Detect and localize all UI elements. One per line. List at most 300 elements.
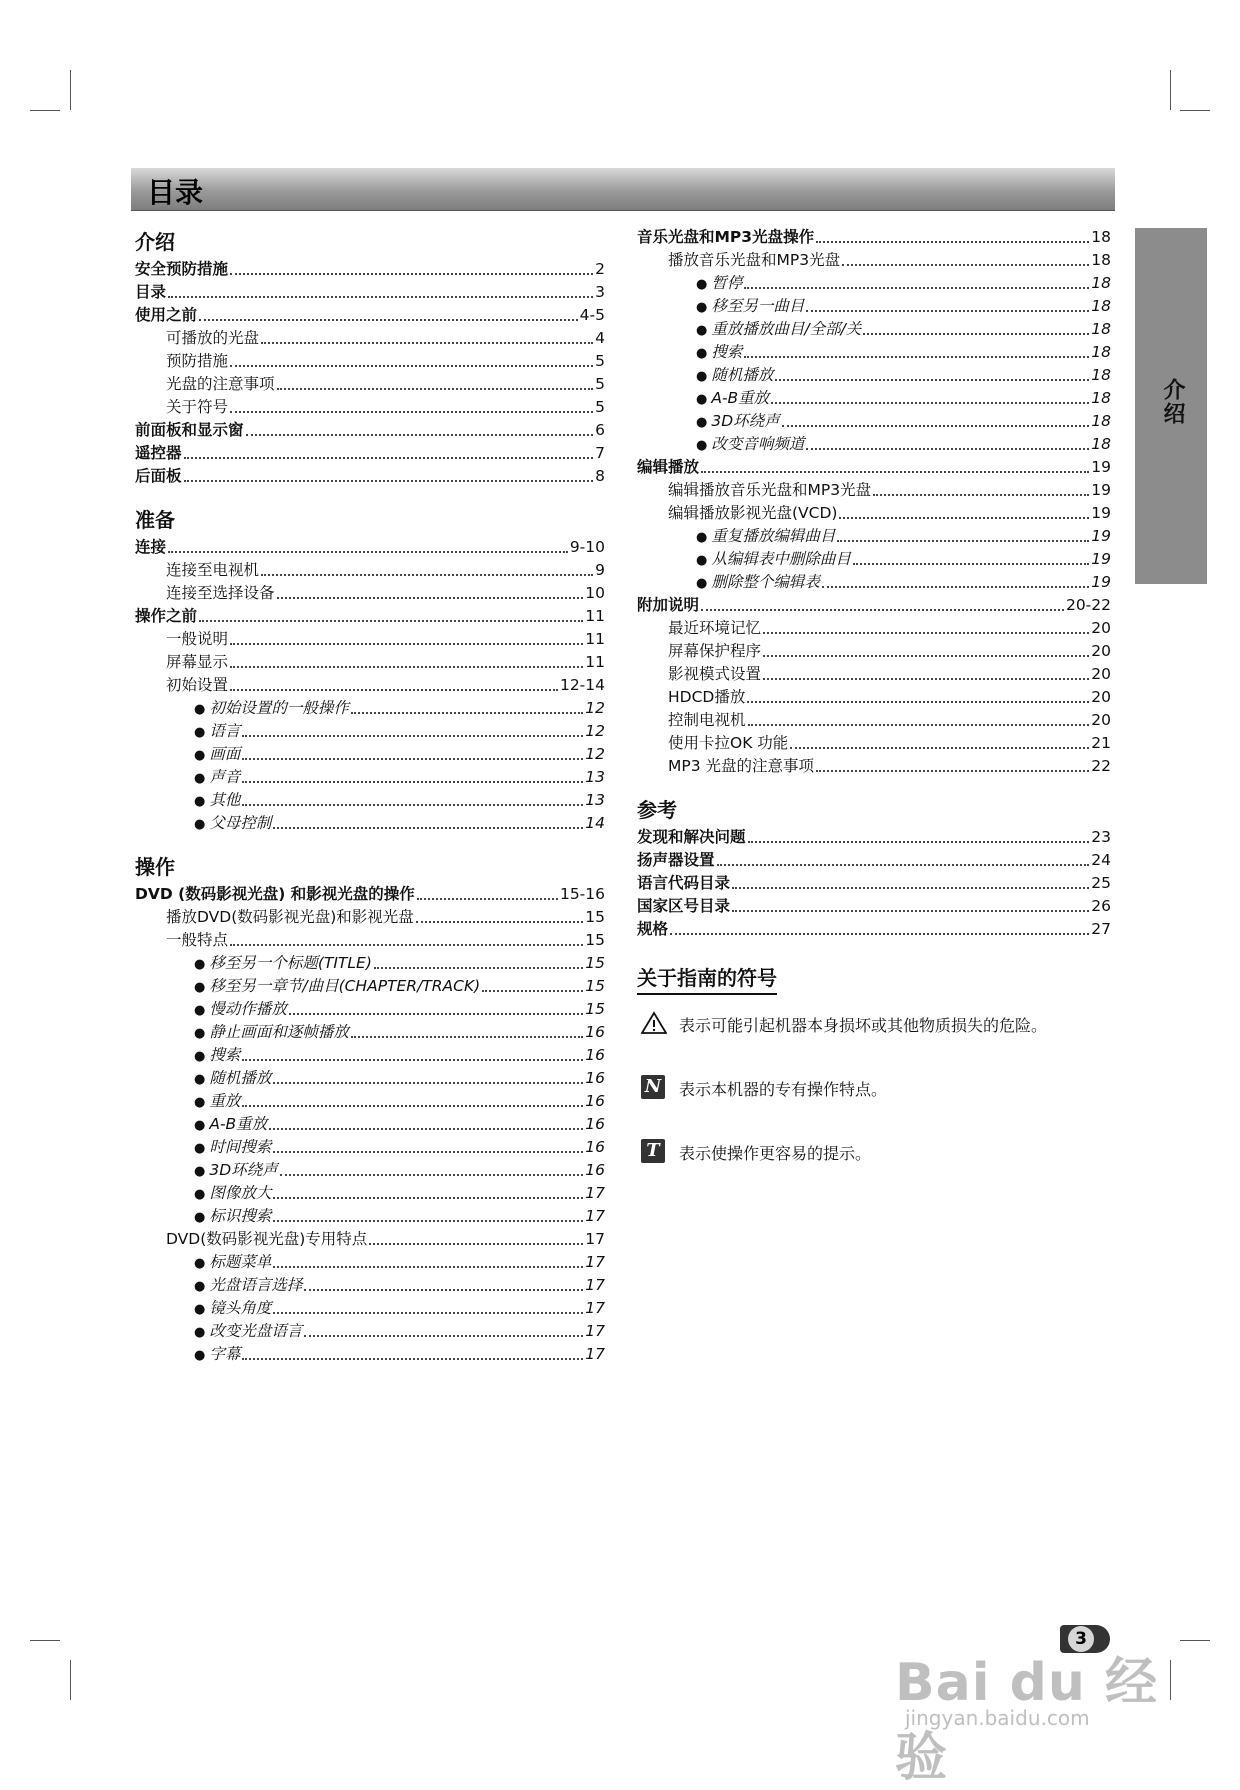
- dot-leader: [822, 586, 1089, 588]
- toc-entry-page: 17: [585, 1299, 605, 1317]
- crop-mark: [1180, 1640, 1210, 1641]
- toc-entry-page: 4: [595, 329, 605, 347]
- bullet-icon: ●: [696, 300, 708, 315]
- toc-entry-label: 屏幕显示: [166, 653, 229, 671]
- title-bar: [131, 168, 1115, 211]
- dot-leader: [230, 411, 593, 413]
- toc-entry-page: 16: [585, 1138, 605, 1156]
- crop-mark: [30, 1640, 60, 1641]
- toc-entry-page: 18: [1091, 228, 1111, 246]
- crop-mark: [70, 70, 71, 110]
- toc-entry-page: 17: [585, 1345, 605, 1363]
- toc-entry-label: 光盘的注意事项: [166, 375, 275, 393]
- toc-entry-page: 7: [595, 444, 605, 462]
- toc-entry-label: 操作之前: [135, 607, 198, 625]
- toc-entry[interactable]: [135, 536, 605, 559]
- bullet-icon: ●: [194, 1302, 206, 1317]
- toc-entry-page: 25: [1091, 874, 1111, 892]
- toc-entry-page: 13: [585, 791, 605, 809]
- dot-leader: [273, 1266, 583, 1268]
- toc-entry[interactable]: [637, 341, 1111, 364]
- toc-entry-page: 18: [1091, 251, 1111, 269]
- dot-leader: [168, 551, 568, 553]
- toc-entry-label: 静止画面和逐帧播放: [209, 1023, 349, 1041]
- toc-entry[interactable]: [135, 674, 605, 697]
- toc-entry-page: 26: [1091, 897, 1111, 915]
- dot-leader: [273, 1151, 583, 1153]
- dot-leader: [168, 296, 593, 298]
- toc-entry-page: 21: [1091, 734, 1111, 752]
- toc-entry[interactable]: [637, 318, 1111, 341]
- dot-leader: [374, 967, 583, 969]
- bullet-icon: ●: [194, 957, 206, 972]
- toc-entry-label: 使用卡拉OK 功能: [668, 734, 789, 752]
- toc-entry-label: 语言代码目录: [637, 874, 731, 892]
- toc-entry[interactable]: [135, 1274, 605, 1297]
- toc-entry-page: 24: [1091, 851, 1111, 869]
- section-heading: 介绍: [135, 230, 175, 254]
- toc-entry-page: 20: [1091, 642, 1111, 660]
- toc-entry[interactable]: [135, 281, 605, 304]
- toc-entry[interactable]: [135, 1205, 605, 1228]
- toc-entry[interactable]: [135, 651, 605, 674]
- dot-leader: [277, 388, 594, 390]
- dot-leader: [806, 448, 1089, 450]
- dot-leader: [242, 804, 583, 806]
- dot-leader: [351, 1036, 583, 1038]
- toc-entry[interactable]: [135, 766, 605, 789]
- toc-entry-label: 搜索: [711, 343, 743, 361]
- toc-entry-page: 15: [585, 1000, 605, 1018]
- toc-entry[interactable]: [135, 929, 605, 952]
- toc-entry[interactable]: [135, 720, 605, 743]
- dot-leader: [230, 643, 583, 645]
- toc-entry[interactable]: [135, 1297, 605, 1320]
- toc-entry-page: 17: [585, 1322, 605, 1340]
- toc-entry-page: 17: [585, 1207, 605, 1225]
- dot-leader: [246, 434, 594, 436]
- dot-leader: [242, 1358, 583, 1360]
- dot-leader: [242, 1059, 583, 1061]
- symbol-text-note: 表示本机器的专有操作特点。: [679, 1080, 888, 1099]
- toc-entry[interactable]: [637, 849, 1111, 872]
- toc-entry-page: 12: [585, 699, 605, 717]
- section-heading: 准备: [135, 508, 175, 532]
- toc-entry[interactable]: [637, 918, 1111, 941]
- toc-entry[interactable]: [135, 465, 605, 488]
- dot-leader: [732, 910, 1089, 912]
- toc-entry[interactable]: [637, 826, 1111, 849]
- toc-entry[interactable]: [135, 258, 605, 281]
- toc-entry[interactable]: [637, 295, 1111, 318]
- toc-entry[interactable]: [135, 1044, 605, 1067]
- page-number: 3: [1068, 1626, 1094, 1652]
- toc-entry-label: A-B重放: [209, 1115, 268, 1133]
- watermark: [895, 1640, 1175, 1788]
- toc-entry-label: 搜索: [209, 1046, 241, 1064]
- toc-entry[interactable]: [637, 249, 1111, 272]
- dot-leader: [842, 264, 1089, 266]
- toc-entry-label: MP3 光盘的注意事项: [668, 757, 815, 775]
- toc-entry-label: 连接: [135, 538, 167, 556]
- toc-entry-label: 编辑播放音乐光盘和MP3光盘: [668, 481, 872, 499]
- toc-entry[interactable]: [135, 975, 605, 998]
- side-tab-label: 介绍: [1160, 378, 1185, 426]
- toc-entry-label: 前面板和显示窗: [135, 421, 244, 439]
- toc-entry[interactable]: [135, 998, 605, 1021]
- toc-entry-page: 14: [585, 814, 605, 832]
- toc-entry-label: 光盘语言选择: [209, 1276, 303, 1294]
- toc-entry-label: 3D环绕声: [209, 1161, 278, 1179]
- toc-entry-label: 从编辑表中删除曲目: [711, 550, 851, 568]
- toc-entry-page: 16: [585, 1092, 605, 1110]
- bullet-icon: ●: [194, 725, 206, 740]
- toc-entry-page: 15: [585, 954, 605, 972]
- toc-entry-label: 随机播放: [209, 1069, 272, 1087]
- toc-entry-label: 暂停: [711, 274, 743, 292]
- bullet-icon: ●: [696, 576, 708, 591]
- toc-entry-page: 27: [1091, 920, 1111, 938]
- toc-entry[interactable]: [637, 640, 1111, 663]
- toc-entry-page: 17: [585, 1253, 605, 1271]
- toc-entry-label: A-B重放: [711, 389, 770, 407]
- toc-entry-label: 初始设置的一般操作: [209, 699, 349, 717]
- toc-entry[interactable]: [135, 883, 605, 906]
- bullet-icon: ●: [194, 1187, 206, 1202]
- dot-leader: [277, 597, 584, 599]
- section-heading: 操作: [135, 855, 175, 879]
- toc-entry-page: 18: [1091, 343, 1111, 361]
- toc-entry[interactable]: [637, 872, 1111, 895]
- dot-leader: [369, 1243, 583, 1245]
- toc-entry-label: 语言: [209, 722, 241, 740]
- dot-leader: [304, 1335, 583, 1337]
- dot-leader: [748, 841, 1090, 843]
- toc-entry[interactable]: [135, 1251, 605, 1274]
- toc-entry-label: 移至另一曲目: [711, 297, 805, 315]
- dot-leader: [230, 689, 558, 691]
- dot-leader: [273, 827, 583, 829]
- dot-leader: [816, 241, 1089, 243]
- toc-entry[interactable]: [135, 789, 605, 812]
- toc-entry-page: 8: [595, 467, 605, 485]
- dot-leader: [280, 1174, 584, 1176]
- toc-entry[interactable]: [135, 1159, 605, 1182]
- toc-entry[interactable]: [637, 755, 1111, 778]
- toc-entry[interactable]: [135, 1021, 605, 1044]
- bullet-icon: ●: [194, 1072, 206, 1087]
- toc-entry[interactable]: [135, 396, 605, 419]
- toc-entry-label: 父母控制: [209, 814, 272, 832]
- toc-entry[interactable]: [135, 1228, 605, 1251]
- dot-leader: [242, 758, 583, 760]
- watermark-url: jingyan.baidu.com: [905, 1706, 1090, 1730]
- toc-entry[interactable]: [135, 442, 605, 465]
- toc-entry-page: 12: [585, 745, 605, 763]
- toc-entry-page: 9-10: [569, 538, 605, 556]
- toc-entry-label: 安全预防措施: [135, 260, 229, 278]
- toc-entry-label: 国家区号目录: [637, 897, 731, 915]
- toc-right-entries: [637, 226, 1111, 941]
- toc-entry[interactable]: [637, 226, 1111, 249]
- toc-entry-label: 遥控器: [135, 444, 182, 462]
- toc-entry-label: 屏幕保护程序: [668, 642, 762, 660]
- toc-entry[interactable]: [637, 410, 1111, 433]
- dot-leader: [230, 944, 583, 946]
- toc-entry[interactable]: [637, 272, 1111, 295]
- bullet-icon: ●: [194, 748, 206, 763]
- bullet-icon: ●: [194, 1049, 206, 1064]
- dot-leader: [701, 609, 1064, 611]
- toc-entry[interactable]: [135, 1343, 605, 1366]
- dot-leader: [744, 356, 1089, 358]
- toc-entry-label: 改变音响频道: [711, 435, 805, 453]
- dot-leader: [351, 712, 583, 714]
- toc-entry[interactable]: [637, 479, 1111, 502]
- toc-entry-page: 16: [585, 1069, 605, 1087]
- toc-entry-page: 10: [585, 584, 605, 602]
- dot-leader: [748, 724, 1090, 726]
- toc-entry[interactable]: [637, 663, 1111, 686]
- dot-leader: [482, 990, 583, 992]
- toc-entry-page: 15-16: [559, 885, 605, 903]
- toc-entry-label: 关于符号: [166, 398, 229, 416]
- bullet-icon: ●: [194, 1164, 206, 1179]
- toc-entry-label: DVD (数码影视光盘) 和影视光盘的操作: [135, 885, 415, 903]
- toc-entry[interactable]: [135, 1136, 605, 1159]
- symbol-text-warning: 表示可能引起机器本身损坏或其他物质损失的危险。: [679, 1016, 1048, 1035]
- toc-entry[interactable]: [637, 502, 1111, 525]
- toc-entry-page: 19: [1091, 550, 1111, 568]
- toc-entry[interactable]: [135, 582, 605, 605]
- toc-entry-page: 11: [585, 630, 605, 648]
- dot-leader: [747, 701, 1089, 703]
- symbol-row-tip: [637, 1137, 1111, 1167]
- dot-leader: [242, 781, 583, 783]
- toc-entry-page: 9: [595, 561, 605, 579]
- bullet-icon: ●: [696, 323, 708, 338]
- bullet-icon: ●: [194, 1026, 206, 1041]
- toc-entry-page: 20: [1091, 711, 1111, 729]
- bullet-icon: ●: [696, 530, 708, 545]
- symbol-text-tip: 表示使操作更容易的提示。: [679, 1144, 872, 1163]
- toc-entry[interactable]: [637, 732, 1111, 755]
- toc-entry-label: 标题菜单: [209, 1253, 272, 1271]
- toc-entry-label: 发现和解决问题: [637, 828, 746, 846]
- toc-entry-label: 随机播放: [711, 366, 774, 384]
- bullet-icon: ●: [194, 794, 206, 809]
- toc-entry[interactable]: [637, 387, 1111, 410]
- dot-leader: [273, 1082, 583, 1084]
- toc-entry-page: 15: [585, 931, 605, 949]
- toc-entry-page: 18: [1091, 412, 1111, 430]
- toc-entry-page: 17: [585, 1276, 605, 1294]
- toc-entry-page: 11: [585, 653, 605, 671]
- toc-entry[interactable]: [135, 1090, 605, 1113]
- toc-entry-label: 重复播放编辑曲目: [711, 527, 836, 545]
- toc-entry[interactable]: [637, 433, 1111, 456]
- toc-entry-label: 连接至选择设备: [166, 584, 275, 602]
- toc-entry[interactable]: [637, 686, 1111, 709]
- symbol-row-warning: [637, 1009, 1111, 1039]
- toc-entry-page: 5: [595, 375, 605, 393]
- toc-entry-label: 编辑播放: [637, 458, 700, 476]
- toc-entry-page: 16: [585, 1046, 605, 1064]
- dot-leader: [273, 1312, 583, 1314]
- toc-entry-page: 3: [595, 283, 605, 301]
- toc-entry-label: 字幕: [209, 1345, 241, 1363]
- dot-leader: [873, 494, 1089, 496]
- toc-entry-page: 19: [1091, 504, 1111, 522]
- toc-entry-page: 13: [585, 768, 605, 786]
- bullet-icon: ●: [194, 1325, 206, 1340]
- toc-entry[interactable]: [135, 812, 605, 835]
- dot-leader: [816, 770, 1089, 772]
- toc-entry[interactable]: [135, 559, 605, 582]
- toc-entry-label: 扬声器设置: [637, 851, 715, 869]
- dot-leader: [732, 887, 1089, 889]
- bullet-icon: ●: [696, 438, 708, 453]
- toc-entry[interactable]: [135, 952, 605, 975]
- toc-entry-label: 删除整个编辑表: [711, 573, 820, 591]
- dot-leader: [230, 666, 583, 668]
- dot-leader: [242, 735, 583, 737]
- dot-leader: [775, 379, 1089, 381]
- toc-entry-label: 标识搜索: [209, 1207, 272, 1225]
- toc-entry-page: 19: [1091, 527, 1111, 545]
- toc-entry-label: 播放音乐光盘和MP3光盘: [668, 251, 841, 269]
- toc-entry-page: 18: [1091, 389, 1111, 407]
- toc-entry[interactable]: [135, 605, 605, 628]
- toc-entry-page: 18: [1091, 435, 1111, 453]
- toc-entry[interactable]: [135, 373, 605, 396]
- crop-mark: [70, 1660, 71, 1700]
- bullet-icon: ●: [194, 1348, 206, 1363]
- toc-entry-label: HDCD播放: [668, 688, 746, 706]
- toc-entry-label: 预防措施: [166, 352, 229, 370]
- toc-entry-page: 18: [1091, 297, 1111, 315]
- toc-entry-label: 重放播放曲目/全部/关: [711, 320, 862, 338]
- bullet-icon: ●: [696, 346, 708, 361]
- toc-entry-page: 5: [595, 352, 605, 370]
- toc-entry[interactable]: [637, 594, 1111, 617]
- bullet-icon: ●: [696, 415, 708, 430]
- toc-entry[interactable]: [135, 697, 605, 720]
- toc-entry[interactable]: [135, 628, 605, 651]
- toc-entry-page: 12-14: [559, 676, 605, 694]
- toc-entry-page: 16: [585, 1115, 605, 1133]
- dot-leader: [670, 933, 1089, 935]
- bullet-icon: ●: [194, 1118, 206, 1133]
- toc-entry[interactable]: [637, 895, 1111, 918]
- toc-entry-page: 12: [585, 722, 605, 740]
- tip-t-icon: T: [641, 1139, 665, 1163]
- toc-entry[interactable]: [135, 1067, 605, 1090]
- toc-entry[interactable]: [637, 709, 1111, 732]
- toc-entry-label: 最近环境记忆: [668, 619, 762, 637]
- toc-entry-label: 移至另一个标题(TITLE): [209, 954, 372, 972]
- toc-entry[interactable]: [637, 525, 1111, 548]
- toc-entry-label: 声音: [209, 768, 241, 786]
- toc-entry-page: 16: [585, 1023, 605, 1041]
- toc-entry-page: 19: [1091, 458, 1111, 476]
- toc-entry-page: 23: [1091, 828, 1111, 846]
- bullet-icon: ●: [194, 771, 206, 786]
- toc-entry-page: 6: [595, 421, 605, 439]
- toc-entry-page: 19: [1091, 573, 1111, 591]
- toc-entry[interactable]: [135, 419, 605, 442]
- crop-mark: [30, 110, 60, 111]
- toc-entry-label: 一般说明: [166, 630, 229, 648]
- toc-entry-label: 编辑播放影视光盘(VCD): [668, 504, 838, 522]
- toc-entry[interactable]: [135, 1113, 605, 1136]
- toc-entry[interactable]: [637, 571, 1111, 594]
- toc-entry-page: 20: [1091, 688, 1111, 706]
- bullet-icon: ●: [194, 1095, 206, 1110]
- section-heading: 参考: [637, 798, 677, 822]
- symbol-row-note: [637, 1073, 1111, 1103]
- dot-leader: [261, 342, 593, 344]
- toc-entry-label: 连接至电视机: [166, 561, 260, 579]
- toc-entry[interactable]: [135, 743, 605, 766]
- dot-leader: [184, 457, 594, 459]
- toc-entry-label: 重放: [209, 1092, 241, 1110]
- toc-entry-label: 规格: [637, 920, 669, 938]
- dot-leader: [184, 480, 594, 482]
- toc-entry[interactable]: [135, 1182, 605, 1205]
- toc-entry-label: 后面板: [135, 467, 182, 485]
- toc-entry[interactable]: [135, 350, 605, 373]
- toc-entry[interactable]: [637, 617, 1111, 640]
- toc-entry-label: 画面: [209, 745, 241, 763]
- toc-entry-page: 2: [595, 260, 605, 278]
- dot-leader: [230, 365, 593, 367]
- symbols-heading: 关于指南的符号: [637, 963, 777, 995]
- bullet-icon: ●: [194, 702, 206, 717]
- toc-entry-label: 3D环绕声: [711, 412, 780, 430]
- toc-entry[interactable]: [135, 906, 605, 929]
- crop-mark: [1170, 70, 1171, 110]
- dot-leader: [701, 471, 1089, 473]
- dot-leader: [199, 319, 578, 321]
- toc-entry-label: 控制电视机: [668, 711, 746, 729]
- toc-entry-page: 22: [1091, 757, 1111, 775]
- toc-entry-page: 15: [585, 908, 605, 926]
- toc-entry-label: 目录: [135, 283, 167, 301]
- toc-entry[interactable]: [135, 1320, 605, 1343]
- bullet-icon: ●: [696, 277, 708, 292]
- toc-entry[interactable]: [637, 456, 1111, 479]
- warning-triangle-icon: [641, 1011, 667, 1045]
- toc-entry-page: 17: [585, 1184, 605, 1202]
- toc-entry-label: 慢动作播放: [209, 1000, 287, 1018]
- toc-entry[interactable]: [135, 304, 605, 327]
- toc-entry-label: 播放DVD(数码影视光盘)和影视光盘: [166, 908, 414, 926]
- bullet-icon: ●: [194, 1210, 206, 1225]
- dot-leader: [806, 310, 1089, 312]
- dot-leader: [289, 1013, 583, 1015]
- toc-entry[interactable]: [637, 364, 1111, 387]
- dot-leader: [853, 563, 1089, 565]
- dot-leader: [717, 864, 1090, 866]
- toc-entry[interactable]: [637, 548, 1111, 571]
- note-n-icon: N: [641, 1075, 665, 1099]
- bullet-icon: ●: [194, 1141, 206, 1156]
- toc-entry-label: 附加说明: [637, 596, 700, 614]
- dot-leader: [273, 1197, 583, 1199]
- toc-entry[interactable]: [135, 327, 605, 350]
- toc-entry-page: 18: [1091, 274, 1111, 292]
